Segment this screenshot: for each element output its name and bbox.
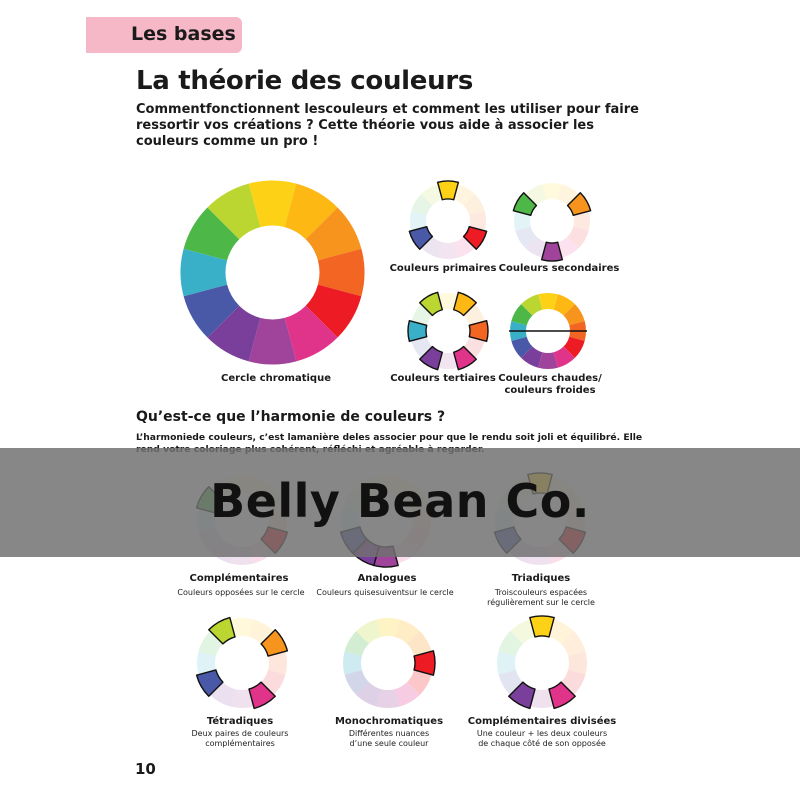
warm-cool-caption-line2: couleurs froides: [504, 385, 596, 396]
harmony-text: L’harmoniede couleurs, c’est lamanière deles associer pour que le rendu soit joli et équilibré. Elle: [136, 432, 643, 443]
harmony-desc-3a: Deux paires de couleurs: [191, 729, 289, 738]
main-color-wheel-icon: [180, 180, 365, 365]
harmony-desc-0: Couleurs opposées sur le cercle: [177, 588, 305, 597]
watermark-text: Belly Bean Co.: [210, 474, 590, 528]
harmony-desc-1: Couleurs quisesuiventsur le cercle: [316, 588, 454, 597]
harmony-title-4: Monochromatiques: [334, 716, 444, 727]
page-number: 10: [135, 760, 156, 778]
warm-cool-wheel-icon: [507, 290, 589, 372]
harmony-title-3: Tétradiques: [206, 716, 274, 727]
monochromatic-wheel-icon: [340, 615, 436, 711]
primary-caption: Couleurs primaires: [389, 263, 497, 274]
split-complementary-wheel-icon: [494, 615, 590, 711]
harmony-title-5: Complémentaires divisées: [467, 716, 617, 727]
warm-cool-caption: [498, 373, 601, 397]
secondary-caption: Couleurs secondaires: [498, 263, 620, 274]
highlighted-segment: [414, 651, 435, 675]
tertiary-colors-wheel-icon: [407, 290, 489, 372]
secondary-colors-wheel-icon: [511, 180, 593, 262]
harmony-desc-2b: régulièrement sur le cercle: [487, 598, 595, 607]
intro-text: Commentfonctionnent lescouleurs et comment les utiliser pour faire ressortir vos créations ? Cette théorie vous aide à associer les couleurs comme un pro !: [136, 102, 639, 149]
harmony-desc-3b: complémentaires: [205, 739, 275, 748]
watermark-banner: [0, 448, 800, 557]
harmony-desc-4b: d’une seule couleur: [349, 739, 429, 748]
highlighted-segment: [530, 616, 554, 637]
harmony-desc-5b: de chaque côté de son opposée: [478, 739, 606, 748]
warm-cool-caption-line1: Couleurs chaudes/: [498, 373, 602, 384]
harmony-title-2: Triadiques: [511, 573, 571, 584]
harmony-desc-4a: Différentes nuances: [348, 729, 430, 738]
harmony-title-0: Complémentaires: [189, 573, 289, 584]
main-wheel-caption: Cercle chromatique: [221, 373, 331, 384]
primary-colors-wheel-icon: [407, 180, 489, 262]
harmony-heading: Qu’est-ce que l’harmonie de couleurs ?: [136, 409, 446, 425]
tetradic-wheel-icon: [194, 615, 290, 711]
harmony-desc-2a: Troiscouleurs espacées: [494, 588, 588, 597]
harmony-title-1: Analogues: [357, 573, 417, 584]
section-tab: [86, 17, 242, 53]
harmony-desc-5a: Une couleur + les deux couleurs: [476, 729, 608, 738]
section-tab-label: Les bases: [131, 23, 236, 45]
tertiary-caption: Couleurs tertiaires: [390, 373, 496, 384]
page-title: La théorie des couleurs: [136, 66, 474, 96]
